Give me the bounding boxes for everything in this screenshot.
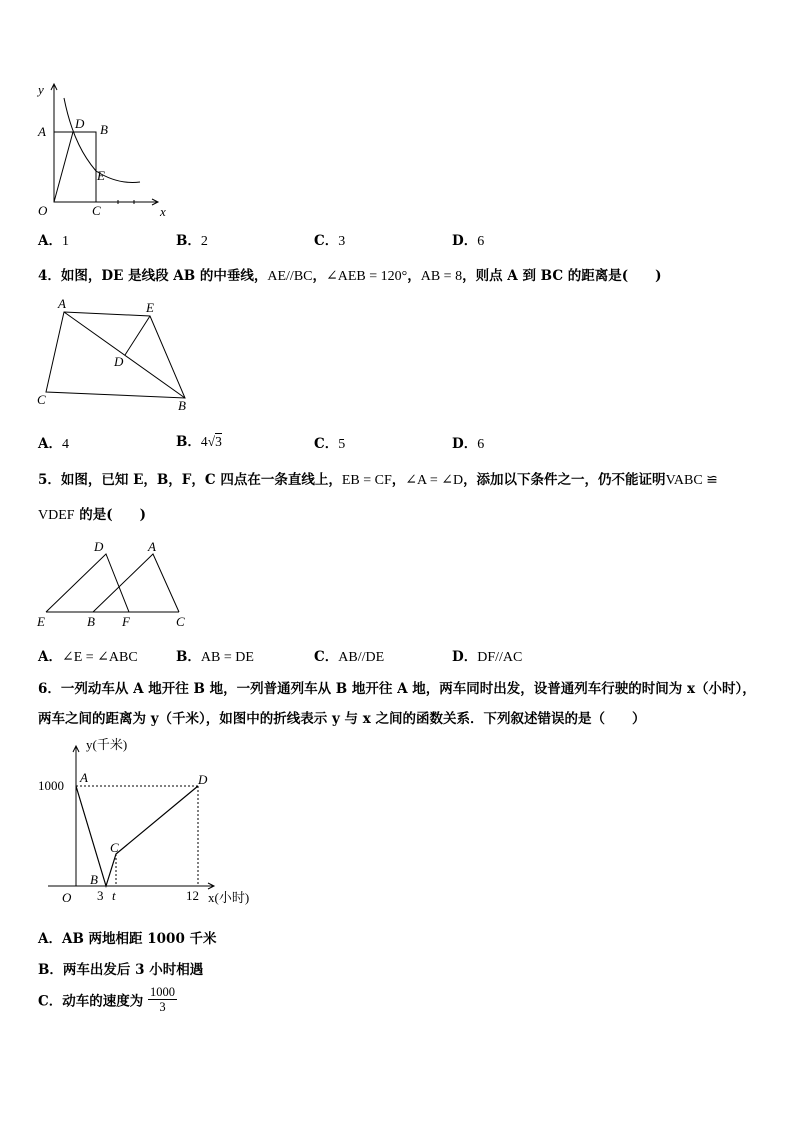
q5-point-c: C [176, 614, 185, 629]
q3-option-d[interactable]: D．6 [452, 233, 485, 249]
q6-option-a[interactable]: A．AB 两地相距 1000 千米 [38, 931, 217, 947]
q5-point-f: F [122, 614, 130, 629]
q3-point-d: D [75, 116, 85, 131]
q3-x-label: x [160, 204, 166, 219]
q6-chart [36, 734, 266, 908]
q6-x-tick-t: t [112, 888, 116, 903]
q6-stem-line1: 6．一列动车从 A 地开往 B 地，一列普通列车从 B 地开往 A 地，两车同时出发，设普通列车行驶的时间为 x（小时）， [38, 681, 756, 697]
q6-x-axis-label: x(小时) [208, 890, 250, 905]
q5-point-b: B [87, 614, 95, 629]
q3-point-c: C [92, 203, 101, 218]
q4-option-a[interactable]: A．4 [38, 436, 69, 452]
q5-option-b[interactable]: B．AB = DE [176, 649, 254, 665]
q6-x-tick-3: 3 [97, 888, 104, 903]
q5-stem-line2: VDEF 的是( ) [38, 507, 147, 523]
q4-point-e: E [146, 300, 154, 315]
q3-option-a[interactable]: A．1 [38, 233, 69, 249]
q5-figure [34, 538, 194, 630]
q6-option-c[interactable]: C．动车的速度为 $\frac{1000}{3}$ [38, 985, 175, 1014]
q6-point-d: D [198, 772, 208, 787]
q6-option-c-fraction: $\frac{1000}{3}$ [149, 985, 175, 1014]
q6-option-b[interactable]: B．两车出发后 3 小时相遇 [38, 962, 204, 978]
q6-y-tick-1000: 1000 [38, 778, 64, 793]
q3-figure [30, 78, 170, 224]
q5-option-a[interactable]: A．∠E = ∠ABC [38, 649, 138, 665]
q6-stem-line2: 两车之间的距离为 y（千米），如图中的折线表示 y 与 x 之间的函数关系．下列叙述错误的是（ ） [38, 711, 646, 727]
q4-option-d[interactable]: D．6 [452, 436, 485, 452]
q5-option-c[interactable]: C．AB//DE [314, 649, 385, 665]
q5-point-d: D [94, 539, 104, 554]
q6-series-line [76, 786, 198, 886]
q6-point-b: B [90, 872, 98, 887]
q6-y-axis-label: y(千米) [86, 737, 128, 752]
q4-stem: 4．如图，DE 是线段 AB 的中垂线，AE//BC，∠AEB = 120°，AB = 8，则点 A 到 BC 的距离是( ) [38, 268, 662, 284]
q3-point-a: A [38, 124, 46, 139]
q3-origin: O [38, 203, 48, 218]
q3-option-c[interactable]: C．3 [314, 233, 346, 249]
q3-point-e: E [97, 168, 105, 183]
q6-origin: O [62, 890, 72, 905]
q3-point-b: B [100, 122, 108, 137]
q5-option-d[interactable]: D．DF//AC [452, 649, 523, 665]
q6-point-c: C [110, 840, 119, 855]
q5-point-e: E [37, 614, 45, 629]
q4-option-c[interactable]: C．5 [314, 436, 346, 452]
q4-point-b: B [178, 398, 186, 413]
q6-x-tick-12: 12 [186, 888, 199, 903]
q4-option-b[interactable]: B．4√3 [176, 434, 222, 450]
q4-point-a: A [58, 296, 66, 311]
q4-point-c: C [37, 392, 46, 407]
q3-y-label: y [38, 82, 44, 97]
q5-point-a: A [148, 539, 156, 554]
q6-point-a: A [80, 770, 88, 785]
q4-point-d: D [114, 354, 124, 369]
q3-option-b[interactable]: B．2 [176, 233, 208, 249]
q4-figure [32, 296, 202, 416]
q5-stem-line1: 5．如图，已知 E，B，F，C 四点在一条直线上，EB = CF，∠A = ∠D，添加以下条件之一，仍不能证明VABC ≌ [38, 472, 718, 488]
